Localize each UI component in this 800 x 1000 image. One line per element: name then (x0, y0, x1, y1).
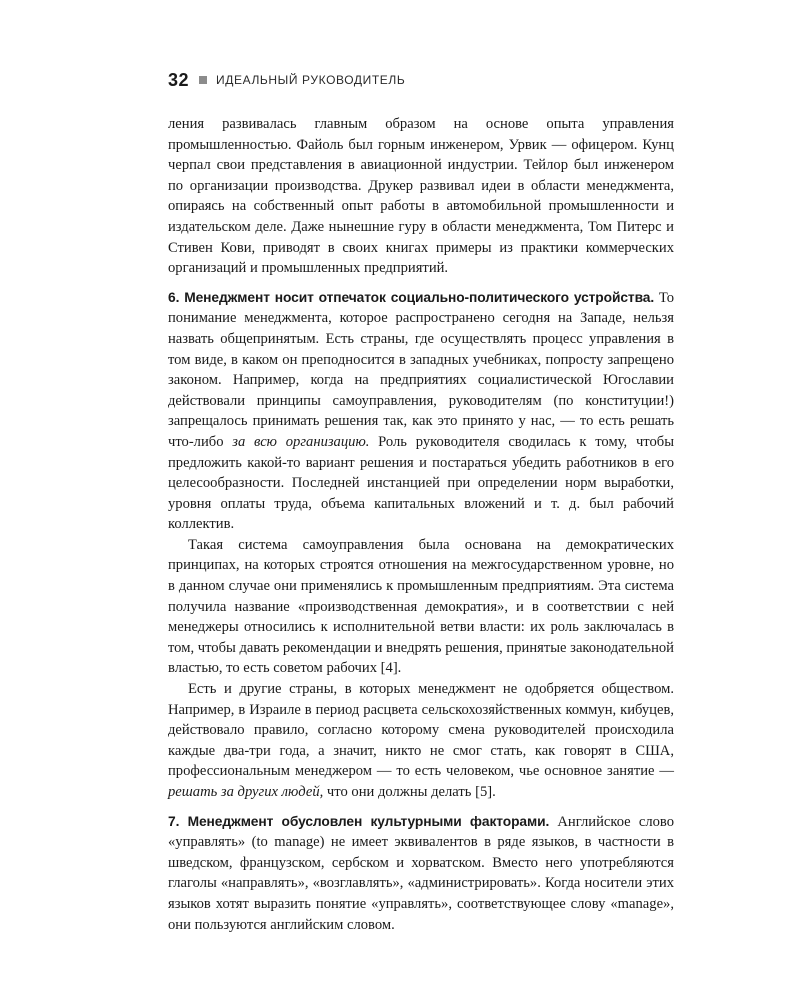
paragraph-israel (168, 679, 674, 803)
running-header (168, 68, 674, 92)
section-6-text: То понимание менеджмента, которое распространено сегодня на Западе, нельзя назвать общепринятым. Есть страны, где осуществлять процесс управления в том виде, в каком он преподносится в западных учебниках, попросту запрещено законом. Например, когда на предприятиях социалистической Югославии действовали принципы самоуправления, руководителям (по конституции!) запрещалось принимать решения так, как это принято у нас, — то есть решать что-либо (168, 289, 674, 450)
paragraph-self-management: Такая система самоуправления была основана на демократических принципах, на которых строятся отношения на межгосударственном уровне, но в данном случае они применялись к промышленным предприятиям. Эта система получила название «производственная демократия», и в соответствии с ней менеджеры относились к исполнительной ветви власти: их роль заключалась в том, чтобы давать рекомендации и внедрять решения, принятые законодательной властью, то есть советом рабочих [4]. (168, 536, 674, 677)
paragraph-israel-emphasis: решать за других людей, (168, 784, 324, 800)
section-7-text: Английское слово «управлять» (to manage) не имеет эквивалентов в ряде языков, в частности в шведском, французском, сербском и хорватском. Вместо него употребляются глаголы «направлять», «возглавлять», «администрировать». Когда носители этих языков хотят выразить понятие «управлять», соответствующее слову «manage», они пользуются английским словом. (168, 813, 674, 933)
section-6-text-end: Роль руководителя сводилась к тому, чтобы предложить какой-то вариант решения и постараться убедить работников в его целесообразности. Последней инстанцией при определении норм выработки, уровня оплаты труда, объема капитальных вложений и т. д. был рабочий коллектив. (168, 433, 674, 533)
running-header-title: ИДЕАЛЬНЫЙ РУКОВОДИТЕЛЬ (216, 73, 406, 87)
section-7 (168, 812, 674, 936)
section-6-heading: 6. Менеджмент носит отпечаток социально-политического устройства. (168, 289, 655, 305)
section-6 (168, 288, 674, 535)
page-number: 32 (168, 69, 190, 90)
book-page (168, 68, 674, 935)
section-7-heading: 7. Менеджмент обусловлен культурными факторами. (168, 813, 550, 829)
paragraph-continuation: ления развивалась главным образом на основе опыта управления промышленностью. Файоль был горным инженером, Урвик — офицером. Кунц черпал свои представления в авиационной индустрии. Тейлор был инженером по организации производства. Друкер развивал идеи в области менеджмента, опираясь на собственный опыт работы в автомобильной промышленности и издательском деле. Даже нынешние гуру в области менеджмента, Том Питерс и Стивен Кови, приводят в своих книгах примеры из практики коммерческих организаций и промышленных предприятий. (168, 116, 674, 277)
section-6-emphasis: за всю организацию. (232, 433, 370, 450)
square-bullet-icon (199, 76, 207, 84)
paragraph-israel-text: Есть и другие страны, в которых менеджмент не одобряется обществом. Например, в Израиле в период расцвета сельскохозяйственных коммун, кибуцев, действовало правило, согласно которому смена руководителей происходила каждые два-три года, а значит, никто не смог стать, как говорят в США, профессиональным менеджером — то есть человеком, чье основное занятие — (168, 681, 674, 780)
paragraph-israel-text-end: что они должны делать [5]. (323, 784, 496, 800)
page-body (168, 114, 674, 935)
